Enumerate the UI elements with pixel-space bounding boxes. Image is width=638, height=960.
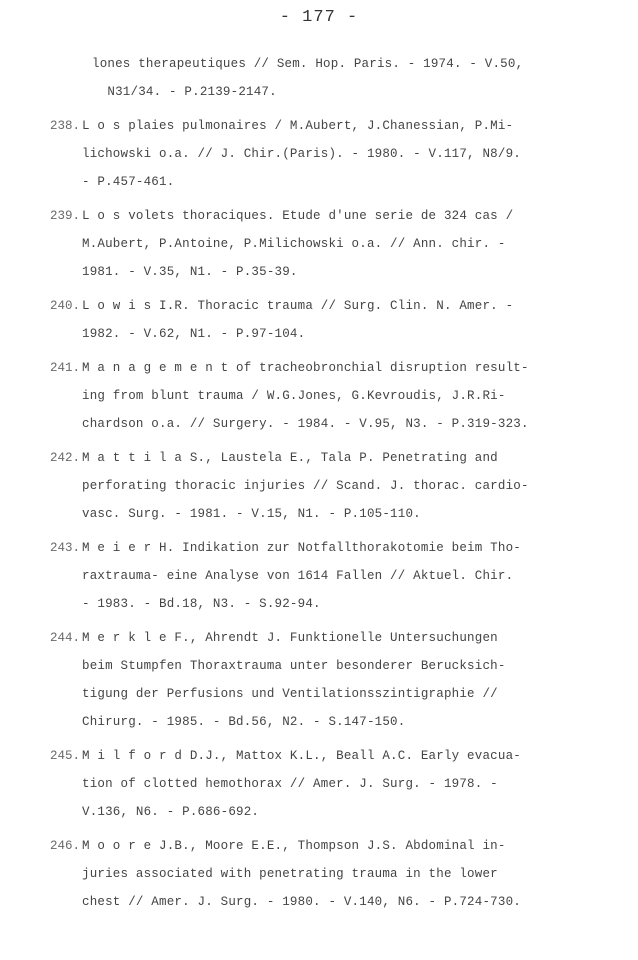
- entry-text: M e r k l e F., Ahrendt J. Funktionelle Untersuchungen beim Stumpfen Thoraxtrauma unter besonderer Berucksich- tigung der Perfusions und Ventilationsszintigraphie // Chirurg. - 1985. - Bd.56, N2. - S.147-150.: [82, 631, 506, 729]
- bibliography-entry: [40, 202, 610, 286]
- entry-number: 244.: [50, 631, 81, 645]
- bibliography-list: [40, 50, 610, 922]
- entry-number: 241.: [50, 361, 81, 375]
- entry-number: 239.: [50, 209, 81, 223]
- bibliography-entry: [40, 832, 610, 916]
- entry-text: M a t t i l a S., Laustela E., Tala P. Penetrating and perforating thoracic injuries // Scand. J. thorac. cardio- vasc. Surg. - 1981. - V.15, N1. - P.105-110.: [82, 451, 529, 521]
- page-number: - 177 -: [279, 8, 359, 27]
- entry-number: 245.: [50, 749, 81, 763]
- entry-text: M o o r e J.B., Moore E.E., Thompson J.S. Abdominal in- juries associated with penetrating trauma in the lower chest // Amer. J. Surg. - 1980. - V.140, N6. - P.724-730.: [82, 839, 521, 909]
- bibliography-entry: [40, 742, 610, 826]
- bibliography-entry: [40, 50, 610, 106]
- entry-text: L o s plaies pulmonaires / M.Aubert, J.Chanessian, P.Mi- lichowski o.a. // J. Chir.(Paris). - 1980. - V.117, N8/9. - P.457-461.: [82, 119, 521, 189]
- entry-number: 243.: [50, 541, 81, 555]
- entry-text: L o s volets thoraciques. Etude d'une serie de 324 cas / M.Aubert, P.Antoine, P.Milichowski o.a. // Ann. chir. - 1981. - V.35, N1. - P.35-39.: [82, 209, 514, 279]
- bibliography-entry: [40, 292, 610, 348]
- bibliography-entry: [40, 444, 610, 528]
- bibliography-entry: [40, 354, 610, 438]
- entry-text: M a n a g e m e n t of tracheobronchial disruption result- ing from blunt trauma / W.G.Jones, G.Kevroudis, J.R.Ri- chardson o.a. // Surgery. - 1984. - V.95, N3. - P.319-323.: [82, 361, 529, 431]
- bibliography-entry: [40, 534, 610, 618]
- bibliography-entry: [40, 624, 610, 736]
- entry-number: 242.: [50, 451, 81, 465]
- entry-text: M i l f o r d D.J., Mattox K.L., Beall A.C. Early evacua- tion of clotted hemothorax // Amer. J. Surg. - 1978. - V.136, N6. - P.686-692.: [82, 749, 521, 819]
- entry-text: lones therapeutiques // Sem. Hop. Paris. - 1974. - V.50, N31/34. - P.2139-2147.: [92, 57, 524, 99]
- entry-text: M e i e r H. Indikation zur Notfallthorakotomie beim Tho- raxtrauma- eine Analyse von 1614 Fallen // Aktuel. Chir. - 1983. - Bd.18, N3. - S.92-94.: [82, 541, 521, 611]
- entry-text: L o w i s I.R. Thoracic trauma // Surg. Clin. N. Amer. - 1982. - V.62, N1. - P.97-104.: [82, 299, 514, 341]
- entry-number: 240.: [50, 299, 81, 313]
- entry-number: 246.: [50, 839, 81, 853]
- bibliography-entry: [40, 112, 610, 196]
- entry-number: 238.: [50, 119, 81, 133]
